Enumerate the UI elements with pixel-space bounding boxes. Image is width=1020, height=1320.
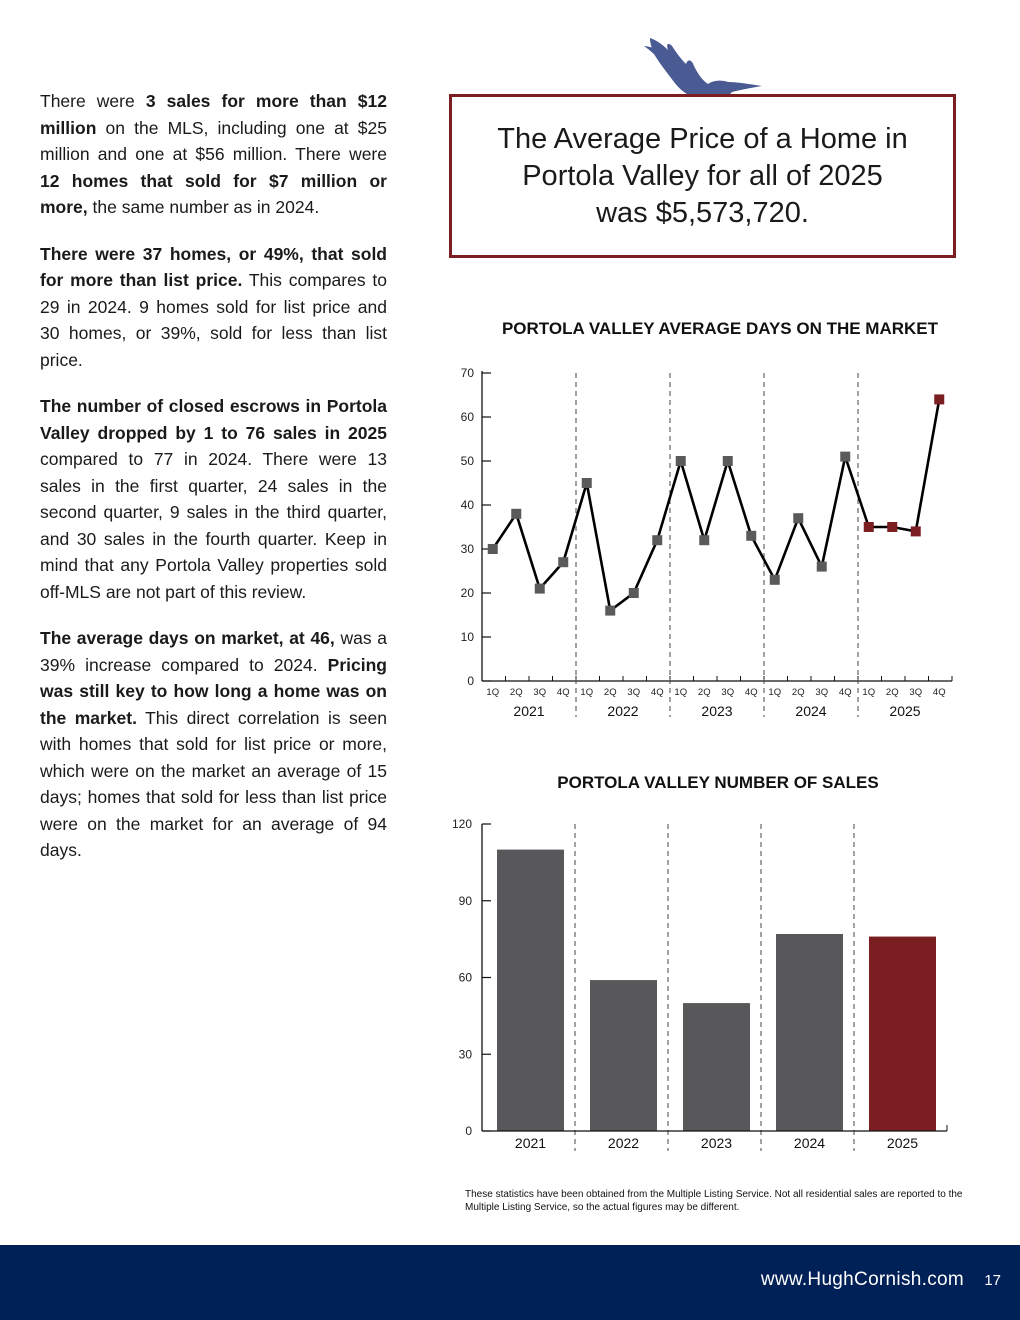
year-label: 2023 (701, 703, 733, 719)
data-point (817, 562, 827, 572)
year-label: 2025 (886, 1135, 919, 1151)
data-point (558, 557, 568, 567)
data-point (793, 513, 803, 523)
y-tick-label: 50 (460, 454, 474, 468)
year-label: 2025 (889, 703, 921, 719)
quarter-label: 1Q (862, 687, 876, 698)
body-text: This direct correlation is seen with homes that sold for list price or more, which were on the market an average of 15 days; homes that sold for less than list price were on the market for an average of 94 days. (40, 707, 387, 860)
year-label: 2022 (607, 1135, 640, 1151)
quarter-label: 3Q (627, 687, 641, 698)
paragraph-high-end-sales (40, 88, 387, 221)
y-tick-label: 60 (458, 970, 472, 985)
year-label: 2023 (700, 1135, 733, 1151)
data-point (746, 531, 756, 541)
quarter-label: 2Q (603, 687, 617, 698)
data-line (493, 399, 940, 610)
data-point (770, 575, 780, 585)
bold-text: There were 37 homes, or 49%, that sold for more than list price. (40, 243, 387, 290)
average-price-callout (449, 94, 956, 258)
quarter-label: 4Q (556, 687, 570, 698)
quarter-label: 3Q (815, 687, 829, 698)
y-tick-label: 30 (458, 1047, 472, 1062)
callout-line-3: was $5,573,720. (596, 196, 809, 229)
data-point (652, 535, 662, 545)
quarter-label: 2Q (697, 687, 711, 698)
data-point (676, 456, 686, 466)
sales-bar (590, 980, 657, 1131)
body-text: compared to 77 in 2024. There were 13 sales in the first quarter, 24 sales in the second quarter, 9 sales in the third quarter, and 30 sales in the fourth quarter. Keep in mind that any Portola Valley properties sold off-MLS are not part of this review. (40, 449, 387, 602)
y-tick-label: 90 (458, 893, 472, 908)
quarter-label: 4Q (744, 687, 758, 698)
page-footer (0, 1245, 1020, 1320)
bold-text: 12 homes that sold for $7 million or more, (40, 170, 387, 217)
quarter-label: 1Q (768, 687, 782, 698)
body-text: There were (40, 91, 146, 111)
body-text: was a 39% increase compared to 2024. (40, 628, 387, 675)
number-of-sales-chart-title: PORTOLA VALLEY NUMBER OF SALES (557, 773, 879, 792)
data-point (605, 606, 615, 616)
data-point (887, 522, 897, 532)
statistics-footnote: These statistics have been obtained from the Multiple Listing Service. Not all residential sales are reported to the Multiple Listing Service, so the actual figures may be different. (465, 1189, 963, 1213)
quarter-label: 1Q (674, 687, 688, 698)
quarter-label: 2Q (509, 687, 523, 698)
paragraph-closed-escrows (40, 393, 387, 605)
bold-text: 3 sales for more than $12 million (40, 91, 387, 138)
sales-bar (776, 934, 843, 1131)
quarter-label: 2Q (885, 687, 899, 698)
data-point (535, 584, 545, 594)
data-point (864, 522, 874, 532)
year-label: 2021 (513, 703, 545, 719)
data-point (934, 394, 944, 404)
year-label: 2021 (514, 1135, 547, 1151)
data-point (511, 509, 521, 519)
y-tick-label: 60 (460, 410, 474, 424)
bold-text: Pricing was still key to how long a home was on the market. (40, 654, 387, 728)
data-point (840, 452, 850, 462)
sales-bar (869, 937, 936, 1131)
y-tick-label: 10 (460, 630, 474, 644)
page-number: 17 (984, 1272, 1001, 1289)
days-on-market-chart (450, 360, 970, 730)
footer-website-link[interactable]: www.HughCornish.com (760, 1269, 964, 1290)
year-label: 2024 (793, 1135, 826, 1151)
y-tick-label: 0 (465, 1124, 472, 1138)
quarter-label: 4Q (650, 687, 664, 698)
quarter-label: 3Q (533, 687, 547, 698)
quarter-label: 1Q (580, 687, 594, 698)
paragraph-over-list-price (40, 241, 387, 374)
year-label: 2022 (607, 703, 639, 719)
quarter-label: 4Q (932, 687, 946, 698)
callout-line-2: Portola Valley for all of 2025 (522, 159, 883, 192)
year-label: 2024 (795, 703, 827, 719)
data-point (582, 478, 592, 488)
number-of-sales-chart (440, 814, 960, 1164)
y-tick-label: 40 (460, 498, 474, 512)
quarter-label: 3Q (909, 687, 923, 698)
y-tick-label: 20 (460, 586, 474, 600)
data-point (911, 526, 921, 536)
data-point (699, 535, 709, 545)
y-tick-label: 120 (451, 817, 472, 831)
bold-text: The average days on market, at 46, (40, 628, 335, 648)
bold-text: The number of closed escrows in Portola Valley dropped by 1 to 76 sales in 2025 (40, 396, 387, 443)
quarter-label: 4Q (838, 687, 852, 698)
quarter-label: 2Q (791, 687, 805, 698)
body-text: This compares to 29 in 2024. 9 homes sold for list price and 30 homes, or 39%, sold for less than list price. (40, 270, 387, 370)
callout-line-1: The Average Price of a Home in (497, 122, 908, 155)
y-tick-label: 70 (460, 366, 474, 380)
y-tick-label: 0 (467, 674, 474, 688)
data-point (629, 588, 639, 598)
sales-bar (683, 1003, 750, 1131)
sales-bar (497, 850, 564, 1131)
body-text: the same number as in 2024. (87, 197, 320, 217)
data-point (488, 544, 498, 554)
paragraph-days-on-market (40, 625, 387, 864)
body-text-column (40, 88, 387, 884)
quarter-label: 3Q (721, 687, 735, 698)
y-tick-label: 30 (460, 542, 474, 556)
quarter-label: 1Q (486, 687, 500, 698)
data-point (723, 456, 733, 466)
body-text: on the MLS, including one at $25 million and one at $56 million. There were (40, 117, 387, 164)
days-on-market-chart-title: PORTOLA VALLEY AVERAGE DAYS ON THE MARKET (501, 319, 939, 338)
